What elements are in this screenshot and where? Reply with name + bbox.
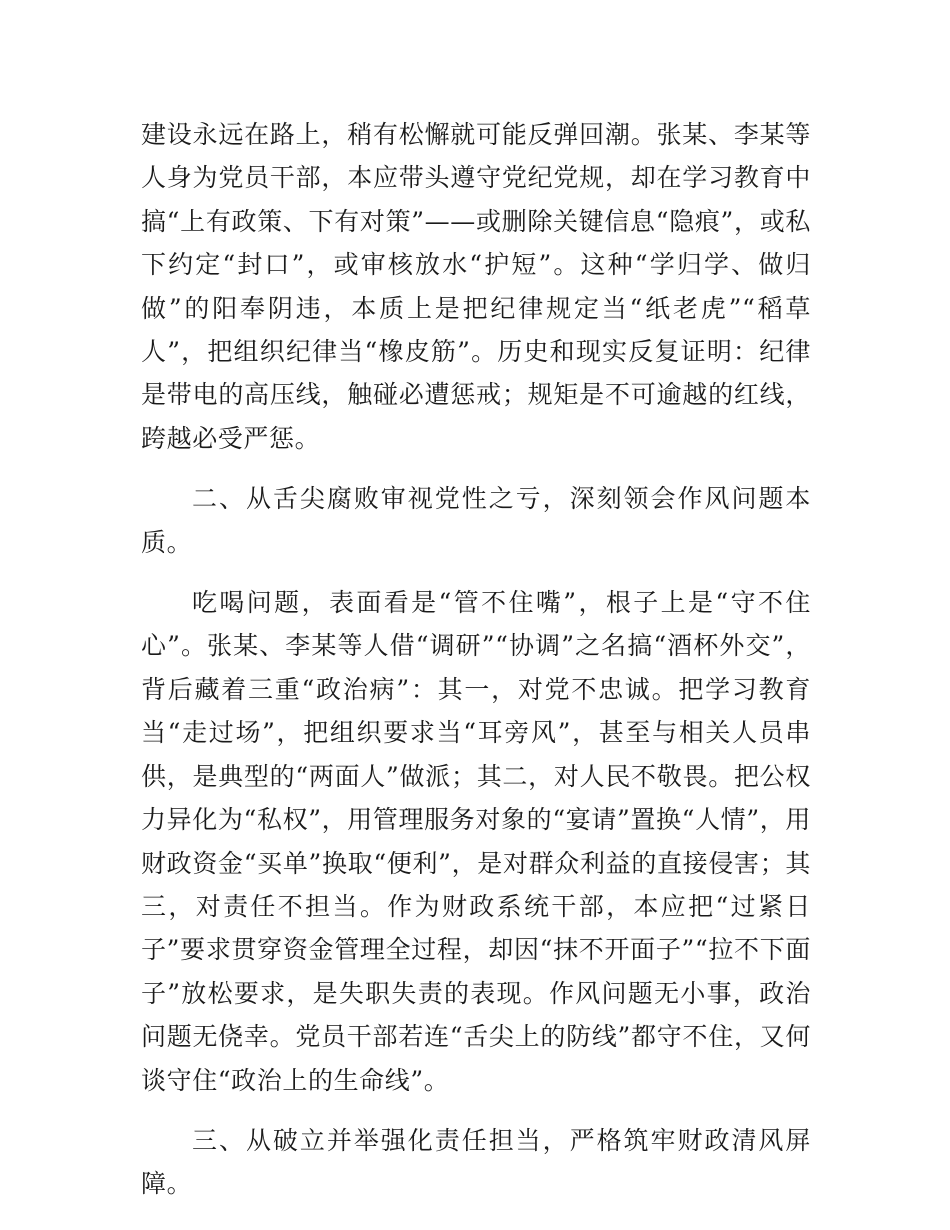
section-heading-3: 三、从破立并举强化责任担当，严格筑牢财政清风屏障。 <box>141 1125 811 1199</box>
body-paragraph-continued: 建设永远在路上，稍有松懈就可能反弹回潮。张某、李某等人身为党员干部，本应带头遵守党纪党规，却在学习教育中搞“上有政策、下有对策”——或删除关键信息“隐痕”，或私下约定“封口”，或审核放水“护短”。这种“学归学、做归做”的阳奉阴违，本质上是把纪律规定当“纸老虎”“稻草人”，把组织纪律当“橡皮筋”。历史和现实反复证明：纪律是带电的高压线，触碰必遭惩戒；规矩是不可逾越的红线，跨越必受严惩。 <box>141 120 811 453</box>
document-body <box>141 113 811 1206</box>
body-paragraph: 吃喝问题，表面看是“管不住嘴”，根子上是“守不住心”。张某、李某等人借“调研”“协调”之名搞“酒杯外交”，背后藏着三重“政治病”：其一，对党不忠诚。把学习教育当“走过场”，把组织要求当“耳旁风”，甚至与相关人员串供，是典型的“两面人”做派；其二，对人民不敬畏。把公权力异化为“私权”，用管理服务对象的“宴请”置换“人情”，用财政资金“买单”换取“便利”，是对群众利益的直接侵害；其三，对责任不担当。作为财政系统干部，本应把“过紧日子”要求贯穿资金管理全过程，却因“抹不开面子”“拉不下面子”放松要求，是失职失责的表现。作风问题无小事，政治问题无侥幸。党员干部若连“舌尖上的防线”都守不住，又何谈守住“政治上的生命线”。 <box>141 588 811 1095</box>
section-heading-2: 二、从舌尖腐败审视党性之亏，深刻领会作风问题本质。 <box>141 484 811 557</box>
